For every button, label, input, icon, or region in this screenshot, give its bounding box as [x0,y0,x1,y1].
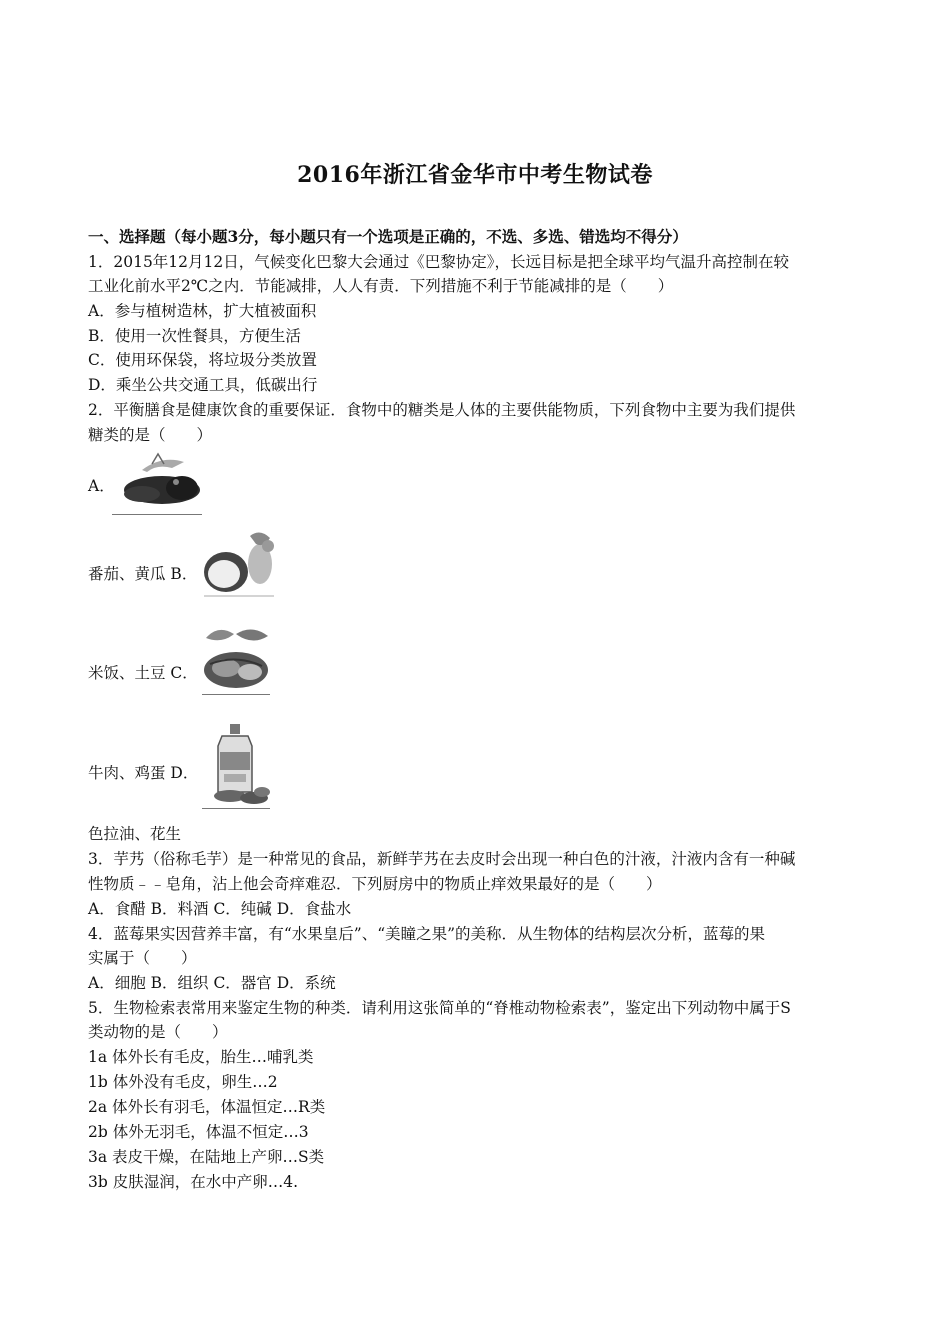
image-underline [202,808,270,809]
key-line-3b: 3b 皮肤湿润，在水中产卵…4. [88,1173,299,1191]
image-underline [202,694,270,695]
section-heading: 一、选择题（每小题3分，每小题只有一个选项是正确的，不选、多选、错选均不得分） [88,227,688,246]
q2-stem-line2: 糖类的是（ ） [88,426,213,444]
q2-label-b: 番茄、黄瓜 B． [88,565,198,583]
oil-peanut-image [200,722,272,808]
page-title: 2016年浙江省金华市中考生物试卷 [297,162,653,188]
q1-option-d: D．乘坐公共交通工具，低碳出行 [88,376,318,394]
q1-stem-line2: 工业化前水平2℃之内．节能减排，人人有责．下列措施不利于节能减排的是（ ） [88,277,674,295]
q1-option-b: B．使用一次性餐具，方便生活 [88,327,301,345]
key-line-2b: 2b 体外无羽毛，体温不恒定…3 [88,1123,309,1141]
rice-potato-image [200,526,278,602]
q1-stem-line1: 1．2015年12月12日，气候变化巴黎大会通过《巴黎协定》，长远目标是把全球平均气温升高控制在较 [88,253,790,271]
beef-egg-image [200,624,272,694]
key-line-1a: 1a 体外长有毛皮，胎生…哺乳类 [88,1048,314,1066]
q1-option-a: A．参与植树造林，扩大植被面积 [88,302,317,320]
q2-label-d: 牛肉、鸡蛋 D． [88,764,199,782]
q4-options: A．细胞 B．组织 C．器官 D．系统 [88,974,336,992]
key-line-2a: 2a 体外长有羽毛，体温恒定…R类 [88,1098,326,1116]
q2-label-c: 米饭、土豆 C． [88,664,198,682]
key-line-3a: 3a 表皮干燥，在陆地上产卵…S类 [88,1148,325,1166]
q5-stem-line1: 5．生物检索表常用来鉴定生物的种类．请利用这张简单的“脊椎动物检索表”，鉴定出下列动物中属于S [88,999,791,1017]
q2-option-d-text: 色拉油、花生 [88,825,182,843]
image-underline [112,514,202,515]
q4-stem-line2: 实属于（ ） [88,949,197,967]
key-line-1b: 1b 体外没有毛皮，卵生…2 [88,1073,278,1091]
q5-stem-line2: 类动物的是（ ） [88,1023,228,1041]
tomato-cucumber-image [112,450,204,514]
q3-stem-line1: 3．芋艿（俗称毛芋）是一种常见的食品，新鲜芋艿在去皮时会出现一种白色的汁液，汁液内含有一种碱 [88,850,796,868]
q3-stem-line2: 性物质﹣﹣皂角，沾上他会奇痒难忍．下列厨房中的物质止痒效果最好的是（ ） [88,875,662,893]
q2-stem-line1: 2．平衡膳食是健康饮食的重要保证．食物中的糖类是人体的主要供能物质，下列食物中主要为我们提供 [88,401,796,419]
q2-label-a: A． [88,477,115,495]
q1-option-c: C．使用环保袋，将垃圾分类放置 [88,351,317,369]
q4-stem-line1: 4．蓝莓果实因营养丰富，有“水果皇后”、“美瞳之果”的美称．从生物体的结构层次分析，蓝莓的果 [88,925,766,943]
q3-options: A．食醋 B．料酒 C．纯碱 D．食盐水 [88,900,352,918]
